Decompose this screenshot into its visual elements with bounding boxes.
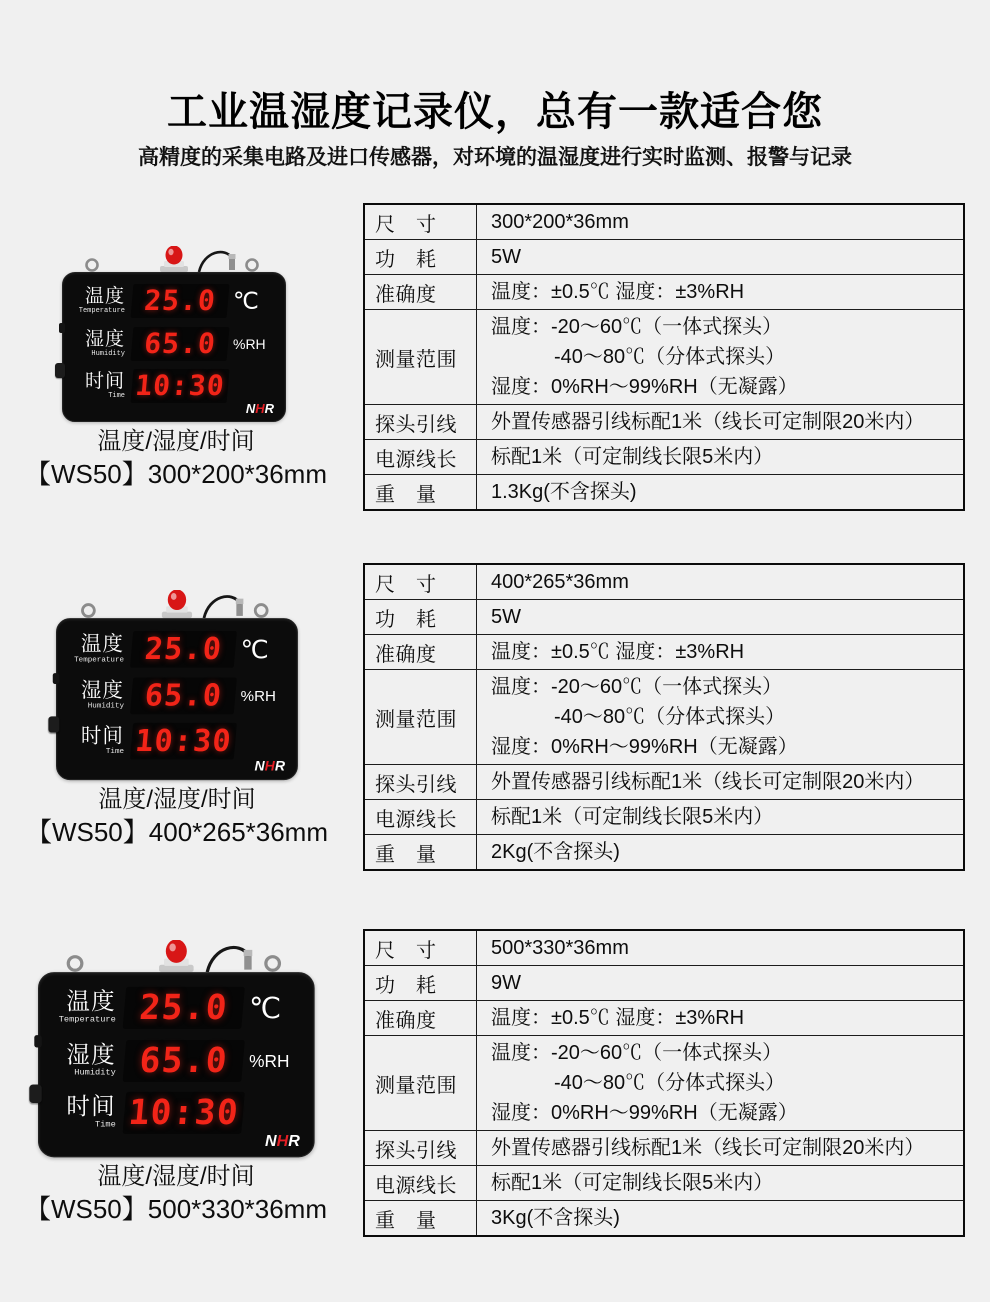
logo-letter-r: R — [264, 401, 274, 416]
spec-value-line: 外置传感器引线标配1米（线长可定制限20米内） — [491, 411, 925, 433]
nhr-brand-logo — [265, 1131, 300, 1150]
hanging-ring-left-icon — [82, 605, 94, 617]
time-label-en: Time — [105, 747, 125, 757]
spec-row — [364, 440, 964, 475]
humidity-label-en: Humidity — [74, 1067, 116, 1078]
spec-value-line: 1.3Kg(不含探头) — [491, 481, 637, 503]
hanging-ring-right-icon — [266, 957, 280, 971]
spec-value — [477, 240, 965, 275]
spec-label: 尺 寸 — [364, 204, 477, 240]
caption-features: 温度/湿度/时间 — [97, 1163, 255, 1190]
spec-value — [477, 310, 965, 405]
spec-row — [364, 1201, 964, 1237]
time-label — [61, 726, 124, 756]
spec-row — [364, 835, 964, 871]
time-label-en: Time — [108, 392, 125, 400]
temperature-label-cn: 温度 — [84, 286, 125, 307]
spec-row — [364, 204, 964, 240]
device-screen — [56, 618, 298, 780]
spec-row — [364, 800, 964, 835]
spec-value — [477, 440, 965, 475]
display-row-time — [44, 1089, 303, 1136]
temperature-label-en: Temperature — [78, 307, 125, 315]
spec-value — [477, 275, 965, 310]
spec-row — [364, 310, 964, 405]
spec-label: 重 量 — [364, 475, 477, 511]
spec-value-line: 温度：-20～60℃（一体式探头） — [491, 676, 783, 698]
product-3-caption — [6, 1163, 346, 1225]
spec-value — [477, 835, 965, 871]
spec-value — [477, 1001, 965, 1036]
spec-value-line: 温度：±0.5℃ 湿度：±3%RH — [491, 641, 745, 663]
alarm-beacon-icon — [159, 940, 194, 972]
spec-label: 电源线长 — [364, 800, 477, 835]
spec-value — [477, 635, 965, 670]
spec-label: 功 耗 — [364, 966, 477, 1001]
temperature-value: 25.0 — [123, 987, 245, 1029]
display-row-time — [67, 367, 277, 405]
spec-row — [364, 1131, 964, 1166]
spec-value-line: 湿度：0%RH～99%RH（无凝露） — [491, 736, 798, 758]
nhr-brand-logo — [246, 401, 274, 416]
caption-features: 温度/湿度/时间 — [98, 786, 256, 813]
spec-value-line: 外置传感器引线标配1米（线长可定制限20米内） — [491, 1137, 925, 1159]
humidity-label-cn: 湿度 — [66, 1041, 116, 1068]
spec-value-line: 标配1米（可定制线长限5米内） — [491, 1172, 774, 1194]
probe-cable-icon — [207, 947, 252, 972]
humidity-value: 65.0 — [130, 677, 237, 714]
temperature-label — [67, 287, 125, 315]
spec-value-line: 标配1米（可定制线长限5米内） — [491, 446, 774, 468]
product-2-image-slot — [56, 590, 298, 780]
spec-value — [477, 475, 965, 511]
spec-label: 尺 寸 — [364, 930, 477, 966]
spec-value-line: 500*330*36mm — [491, 937, 629, 959]
spec-value-line: 2Kg(不含探头) — [491, 841, 620, 863]
nhr-brand-logo — [255, 757, 285, 773]
spec-value — [477, 800, 965, 835]
page-subtitle: 高精度的采集电路及进口传感器，对环境的温湿度进行实时监测、报警与记录 — [138, 146, 852, 169]
temperature-label-cn: 温度 — [80, 633, 125, 656]
hanging-ring-right-icon — [247, 260, 258, 271]
time-label-en: Time — [95, 1120, 116, 1131]
spec-label: 探头引线 — [364, 1131, 477, 1166]
spec-value — [477, 564, 965, 600]
spec-row — [364, 930, 964, 966]
side-button-small — [59, 323, 65, 333]
caption-model-size: 【WS50】300*200*36mm — [24, 459, 328, 489]
spec-value-line: 标配1米（可定制线长限5米内） — [491, 806, 774, 828]
spec-row — [364, 405, 964, 440]
spec-row — [364, 475, 964, 511]
side-button-small — [34, 1035, 41, 1047]
device-image — [62, 246, 286, 422]
spec-value-line: -40～80℃（分体式探头） — [554, 706, 786, 728]
spec-value-line: 温度：-20～60℃（一体式探头） — [491, 316, 783, 338]
display-row-humidity — [67, 325, 277, 363]
time-label-cn: 时间 — [84, 371, 125, 392]
side-knob — [48, 716, 59, 732]
spec-value-line: 湿度：0%RH～99%RH（无凝露） — [491, 376, 798, 398]
hanging-ring-left-icon — [68, 957, 82, 971]
spec-row — [364, 1036, 964, 1131]
time-value: 10:30 — [123, 1092, 245, 1134]
page-title: 工业温湿度记录仪，总有一款适合您 — [167, 90, 823, 134]
spec-row — [364, 1166, 964, 1201]
spec-value-line: -40～80℃（分体式探头） — [554, 1072, 786, 1094]
logo-letter-r: R — [288, 1131, 300, 1150]
humidity-unit: %RH — [233, 335, 266, 352]
humidity-label-cn: 湿度 — [84, 328, 125, 350]
logo-letter-h: H — [264, 757, 275, 774]
temperature-label — [61, 634, 124, 664]
logo-letter-n: N — [254, 757, 265, 774]
spec-row — [364, 966, 964, 1001]
device-screen — [38, 972, 315, 1157]
humidity-label-cn: 湿度 — [80, 679, 125, 702]
device-image — [38, 940, 315, 1157]
spec-value-line: 湿度：0%RH～99%RH（无凝露） — [491, 1102, 798, 1124]
spec-value — [477, 600, 965, 635]
time-label — [44, 1096, 116, 1131]
alarm-beacon-icon — [162, 590, 192, 618]
temperature-label — [44, 991, 116, 1026]
humidity-value: 65.0 — [131, 327, 230, 361]
spec-value-line: 温度：±0.5℃ 湿度：±3%RH — [491, 281, 745, 303]
spec-table-2 — [363, 563, 965, 871]
spec-value — [477, 1166, 965, 1201]
spec-value-line: 外置传感器引线标配1米（线长可定制限20米内） — [491, 771, 925, 793]
spec-value-line: 3Kg(不含探头) — [491, 1207, 620, 1229]
humidity-value: 65.0 — [123, 1039, 245, 1081]
hanging-ring-left-icon — [87, 260, 98, 271]
spec-label: 功 耗 — [364, 600, 477, 635]
spec-value-line: 温度：±0.5℃ 湿度：±3%RH — [491, 1007, 745, 1029]
display-row-temperature — [61, 629, 288, 670]
caption-model-size: 【WS50】400*265*36mm — [25, 817, 329, 847]
spec-label: 测量范围 — [364, 310, 477, 405]
side-knob — [29, 1084, 41, 1103]
spec-row — [364, 670, 964, 765]
spec-value — [477, 1201, 965, 1237]
temperature-unit: ℃ — [233, 288, 259, 314]
temperature-value: 25.0 — [130, 631, 237, 668]
device-image — [56, 590, 298, 780]
spec-value — [477, 765, 965, 800]
logo-letter-h: H — [255, 401, 265, 416]
logo-letter-r: R — [274, 757, 285, 774]
temperature-unit: ℃ — [240, 635, 269, 663]
spec-label: 重 量 — [364, 1201, 477, 1237]
humidity-label-en: Humidity — [87, 701, 125, 711]
time-label-cn: 时间 — [66, 1094, 116, 1121]
spec-label: 重 量 — [364, 835, 477, 871]
device-top-accessories — [62, 590, 291, 618]
product-1-image-slot — [62, 246, 286, 422]
caption-features: 温度/湿度/时间 — [97, 428, 255, 455]
product-2-caption — [7, 786, 347, 848]
spec-value-line: 温度：-20～60℃（一体式探头） — [491, 1042, 783, 1064]
logo-letter-n: N — [265, 1131, 277, 1150]
humidity-label — [67, 330, 125, 358]
device-screen — [62, 272, 286, 422]
hanging-ring-right-icon — [255, 605, 267, 617]
time-value: 10:30 — [131, 369, 230, 403]
product-1-caption — [6, 428, 346, 490]
spec-value-line: 9W — [491, 972, 521, 994]
spec-value-line: 400*265*36mm — [491, 571, 629, 593]
spec-table-1 — [363, 203, 965, 511]
spec-row — [364, 600, 964, 635]
device-top-accessories — [45, 940, 307, 972]
spec-label: 准确度 — [364, 1001, 477, 1036]
spec-value — [477, 1036, 965, 1131]
time-value: 10:30 — [130, 723, 237, 760]
spec-value-line: 5W — [491, 606, 521, 628]
humidity-label-en: Humidity — [91, 349, 125, 358]
time-label-cn: 时间 — [80, 725, 125, 748]
spec-row — [364, 1001, 964, 1036]
spec-value-line: 5W — [491, 246, 521, 268]
device-top-accessories — [68, 246, 280, 272]
spec-label: 探头引线 — [364, 765, 477, 800]
spec-value — [477, 405, 965, 440]
humidity-unit: %RH — [249, 1050, 290, 1071]
side-button-small — [53, 673, 59, 684]
probe-cable-icon — [204, 597, 243, 619]
spec-value — [477, 670, 965, 765]
spec-row — [364, 240, 964, 275]
spec-row — [364, 765, 964, 800]
temperature-label-en: Temperature — [58, 1015, 116, 1026]
temperature-value: 25.0 — [131, 284, 230, 318]
spec-value — [477, 930, 965, 966]
spec-value — [477, 1131, 965, 1166]
spec-label: 探头引线 — [364, 405, 477, 440]
probe-cable-icon — [199, 252, 236, 272]
logo-letter-h: H — [276, 1131, 289, 1150]
spec-label: 电源线长 — [364, 1166, 477, 1201]
humidity-label — [61, 680, 124, 710]
spec-label: 尺 寸 — [364, 564, 477, 600]
spec-label: 功 耗 — [364, 240, 477, 275]
side-knob — [55, 363, 65, 378]
display-row-temperature — [67, 282, 277, 320]
spec-label: 准确度 — [364, 275, 477, 310]
temperature-label-cn: 温度 — [66, 989, 116, 1016]
alarm-beacon-icon — [160, 246, 188, 272]
temperature-label-en: Temperature — [74, 655, 125, 665]
product-3-image-slot — [38, 940, 315, 1157]
spec-row — [364, 275, 964, 310]
spec-value — [477, 204, 965, 240]
spec-label: 测量范围 — [364, 1036, 477, 1131]
spec-row — [364, 564, 964, 600]
spec-label: 电源线长 — [364, 440, 477, 475]
spec-row — [364, 635, 964, 670]
display-row-temperature — [44, 984, 303, 1031]
time-label — [67, 372, 125, 400]
spec-value-line: 300*200*36mm — [491, 211, 629, 233]
humidity-unit: %RH — [240, 686, 276, 704]
display-row-humidity — [44, 1037, 303, 1084]
humidity-label — [44, 1043, 116, 1078]
logo-letter-n: N — [245, 401, 256, 416]
spec-label: 准确度 — [364, 635, 477, 670]
temperature-unit: ℃ — [249, 992, 282, 1024]
display-row-humidity — [61, 675, 288, 716]
spec-table-3 — [363, 929, 965, 1237]
spec-label: 测量范围 — [364, 670, 477, 765]
spec-value — [477, 966, 965, 1001]
display-row-time — [61, 721, 288, 762]
caption-model-size: 【WS50】500*330*36mm — [24, 1194, 328, 1224]
spec-value-line: -40～80℃（分体式探头） — [554, 346, 786, 368]
